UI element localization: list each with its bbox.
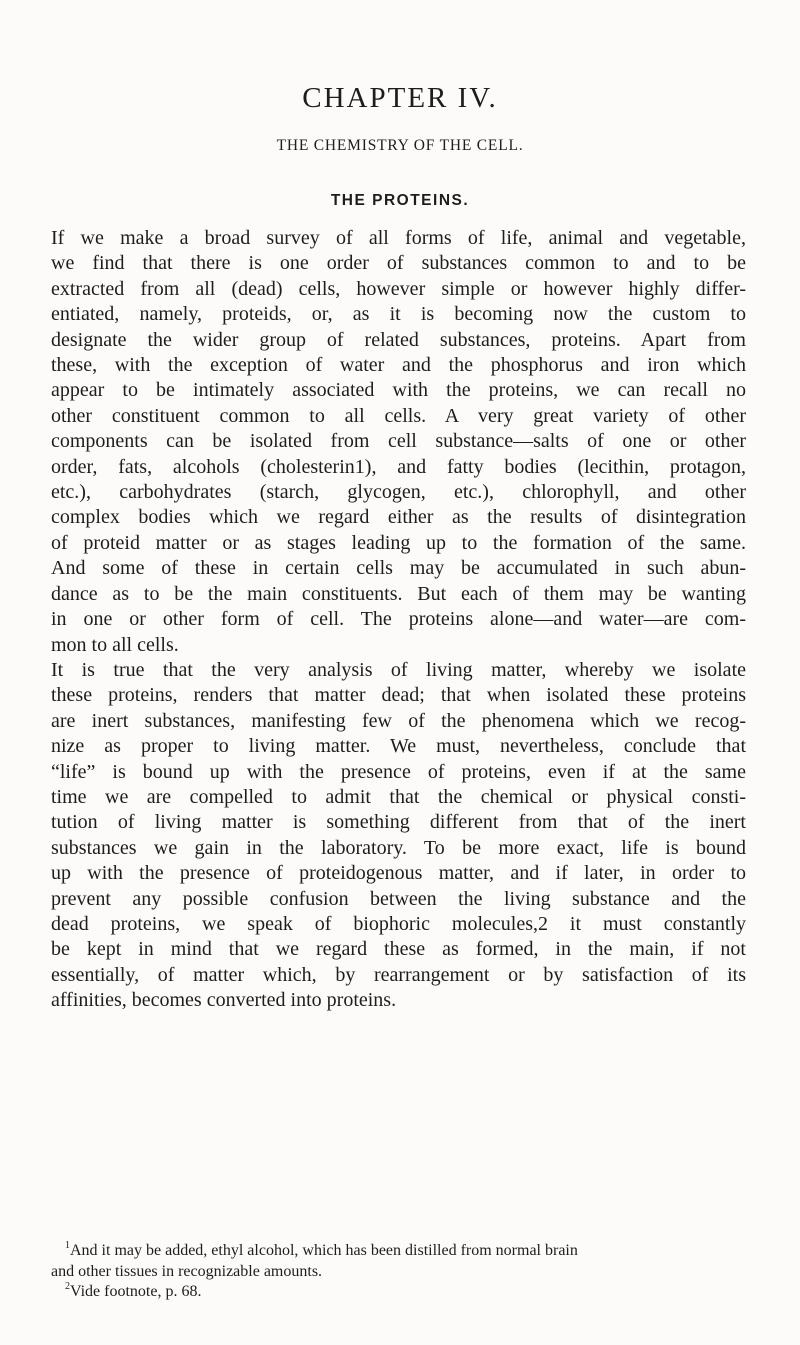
text-line: of proteid matter or as stages leading up to the formation of the same. (51, 531, 746, 554)
text-line: dead proteins, we speak of biophoric molecules,2 it must constantly (51, 912, 746, 935)
chapter-heading: CHAPTER IV. (302, 82, 498, 114)
text-line: It is true that the very analysis of living matter, whereby we isolate (51, 658, 746, 681)
text-line: components can be isolated from cell substance—salts of one or other (51, 430, 746, 453)
paragraph (51, 226, 746, 658)
text-line: we find that there is one order of substances common to and to be (51, 252, 746, 275)
text-line: substances we gain in the laboratory. To be more exact, life is bound (51, 836, 746, 859)
text-line: appear to be intimately associated with the proteins, we can recall no (51, 379, 746, 402)
text-line: these proteins, renders that matter dead; that when isolated these proteins (51, 684, 746, 707)
footnote (51, 1282, 746, 1303)
text-line: in one or other form of cell. The proteins alone—and water—are com- (51, 608, 746, 631)
text-line: mon to all cells. (51, 633, 179, 656)
text-line: complex bodies which we regard either as the results of disintegration (51, 506, 746, 529)
text-line: are inert substances, manifesting few of the phenomena which we recog- (51, 709, 746, 732)
text-line: extracted from all (dead) cells, however simple or however highly differ- (51, 277, 746, 300)
footnote-mark: 1 (65, 1240, 70, 1251)
text-line: essentially, of matter which, by rearrangement or by satisfaction of its (51, 963, 746, 986)
text-line: up with the presence of proteidogenous matter, and if later, in order to (51, 862, 746, 885)
text-line: And some of these in certain cells may be accumulated in such abun- (51, 557, 746, 580)
paragraph (51, 658, 746, 1014)
text-line: If we make a broad survey of all forms of life, animal and vegetable, (51, 227, 746, 249)
text-line: etc.), carbohydrates (starch, glycogen, etc.), chlorophyll, and other (51, 481, 746, 504)
text-line: designate the wider group of related substances, proteins. Apart from (51, 328, 746, 351)
footnote-line: $^2$Vide footnote, p. 68. (65, 1281, 202, 1300)
chapter-subtitle: THE CHEMISTRY OF THE CELL. (276, 137, 524, 154)
text-line: order, fats, alcohols (cholesterin1), and fatty bodies (lecithin, protagon, (51, 455, 746, 478)
footnote (51, 1241, 746, 1282)
text-line: nize as proper to living matter. We must, nevertheless, conclude that (51, 735, 746, 758)
text-line: prevent any possible confusion between the living substance and the (51, 887, 746, 910)
footnote-line: $^1$And it may be added, ethyl alcohol, which has been distilled from normal brain (65, 1240, 578, 1259)
footnote-line: and other tissues in recognizable amounts. (51, 1262, 323, 1280)
text-line: entiated, namely, proteids, or, as it is becoming now the custom to (51, 303, 746, 326)
text-line: other constituent common to all cells. A very great variety of other (51, 404, 746, 427)
text-line: dance as to be the main constituents. But each of them may be wanting (51, 582, 746, 605)
text-line: “life” is bound up with the presence of proteins, even if at the same (51, 760, 746, 783)
text-line: tution of living matter is something different from that of the inert (51, 811, 746, 834)
body-text (51, 226, 746, 1014)
section-heading: THE PROTEINS. (330, 192, 470, 209)
text-line: affinities, becomes converted into proteins. (51, 989, 397, 1012)
footnotes (51, 1241, 746, 1303)
text-line: these, with the exception of water and the phosphorus and iron which (51, 354, 746, 377)
text-line: time we are compelled to admit that the chemical or physical consti- (51, 785, 746, 808)
text-line: be kept in mind that we regard these as formed, in the main, if not (51, 938, 746, 961)
footnote-mark: 2 (65, 1281, 70, 1292)
